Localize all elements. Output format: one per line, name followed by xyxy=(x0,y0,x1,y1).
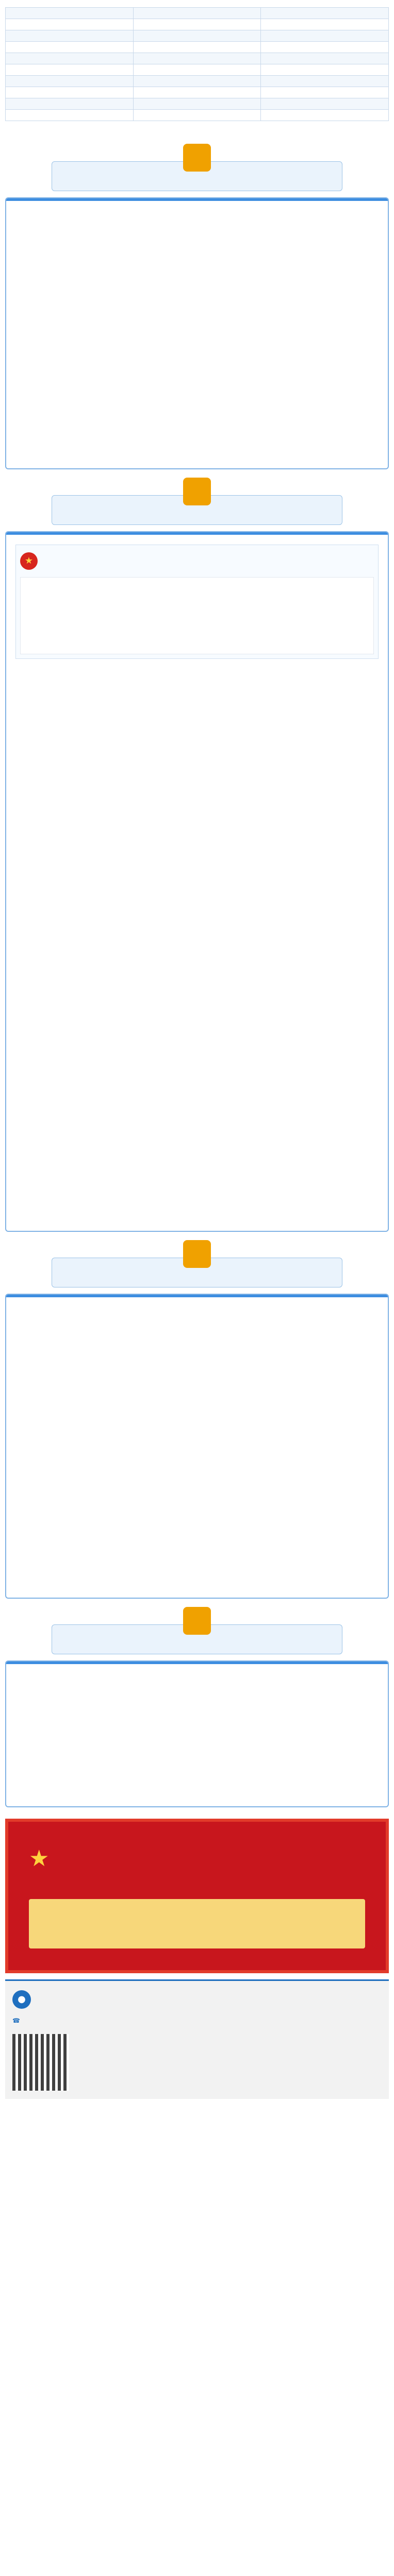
table-cell xyxy=(6,110,134,121)
list-item xyxy=(15,1503,379,1529)
paragraph xyxy=(15,1672,379,1710)
table-cell xyxy=(6,64,134,76)
subsection-heading xyxy=(15,808,379,821)
table-cell xyxy=(133,30,261,42)
table-row xyxy=(6,76,389,87)
tax-bureau-banner xyxy=(15,545,379,659)
table-cell xyxy=(133,76,261,87)
table-cell xyxy=(133,87,261,98)
list-item xyxy=(15,1390,379,1415)
section-3-card xyxy=(5,1294,389,1599)
banner-logo-row xyxy=(20,549,374,573)
table-cell xyxy=(133,42,261,53)
list-item xyxy=(15,1333,379,1359)
section-3-number xyxy=(183,1240,211,1268)
section-4-card xyxy=(5,1660,389,1807)
table-row xyxy=(6,87,389,98)
list-item xyxy=(15,928,379,954)
table-row xyxy=(6,53,389,64)
list-item xyxy=(15,1061,379,1086)
party-emblem-icon: ★ xyxy=(29,1845,50,1872)
section-1-number xyxy=(183,144,211,172)
table-cell xyxy=(133,53,261,64)
section-1-card xyxy=(5,197,389,469)
list-item xyxy=(15,1532,379,1557)
table-cell xyxy=(261,42,389,53)
list-item xyxy=(15,1032,379,1058)
firm-logo-icon: ● xyxy=(12,1990,31,2009)
alert-block xyxy=(15,666,379,697)
table-cell xyxy=(6,98,134,110)
list-item xyxy=(15,777,379,802)
table-cell xyxy=(261,76,389,87)
section-3-header xyxy=(5,1240,389,1290)
alert-line xyxy=(15,682,379,697)
list-item xyxy=(15,824,379,850)
subsection-heading xyxy=(15,704,379,717)
qr-code-image[interactable] xyxy=(12,2034,69,2091)
table-cell xyxy=(261,30,389,42)
list-item xyxy=(15,1193,379,1218)
tax-emblem-icon: ★ xyxy=(20,552,38,570)
table-cell xyxy=(133,64,261,76)
table-cell xyxy=(6,19,134,30)
phone-icon: ☎ xyxy=(12,2017,20,2024)
list-item xyxy=(15,1137,379,1162)
list-item xyxy=(15,749,379,774)
list-item xyxy=(15,1560,379,1585)
table-cell xyxy=(6,76,134,87)
section-4-header xyxy=(5,1607,389,1656)
list-item xyxy=(15,1362,379,1387)
table-cell xyxy=(133,19,261,30)
table-cell xyxy=(261,87,389,98)
table-row xyxy=(6,42,389,53)
qr-block xyxy=(12,2034,382,2091)
policy-poster xyxy=(5,1819,389,1973)
table-cell xyxy=(6,87,134,98)
table-cell xyxy=(6,8,134,19)
list-item xyxy=(15,985,379,1010)
table-cell xyxy=(6,53,134,64)
table-note xyxy=(5,126,389,135)
subsection-heading xyxy=(15,1121,379,1133)
table-cell xyxy=(261,98,389,110)
list-item xyxy=(15,1475,379,1500)
section-2-header xyxy=(5,478,389,527)
list-item xyxy=(15,1418,379,1444)
paragraph xyxy=(15,1714,379,1752)
table-cell xyxy=(261,19,389,30)
table-cell xyxy=(133,8,261,19)
paragraph xyxy=(15,417,379,456)
table-cell xyxy=(261,53,389,64)
list-item xyxy=(15,1165,379,1190)
table-cell xyxy=(261,110,389,121)
table-row xyxy=(6,30,389,42)
footer-brand xyxy=(12,1989,382,2010)
list-item xyxy=(15,853,379,878)
table-cell xyxy=(261,8,389,19)
list-item xyxy=(15,720,379,745)
section-4-number xyxy=(183,1607,211,1635)
contact-footer xyxy=(5,1979,389,2099)
contact-line xyxy=(12,2015,382,2027)
paragraph xyxy=(15,376,379,414)
paragraph xyxy=(15,250,379,289)
table-row xyxy=(6,19,389,30)
poster-values-band xyxy=(29,1899,365,1948)
top-data-table xyxy=(5,7,389,121)
list-item xyxy=(15,1447,379,1472)
list-item xyxy=(15,1305,379,1330)
table-row xyxy=(6,8,389,19)
table-cell xyxy=(6,42,134,53)
paragraph xyxy=(15,334,379,372)
subsection-heading xyxy=(15,1016,379,1029)
table-cell xyxy=(6,30,134,42)
list-item xyxy=(15,881,379,906)
list-item xyxy=(15,1089,379,1114)
list-item xyxy=(15,957,379,982)
table-cell xyxy=(133,110,261,121)
paragraph xyxy=(15,1755,379,1794)
notice-document-image xyxy=(20,577,374,654)
section-1-header xyxy=(5,144,389,193)
table-row xyxy=(6,64,389,76)
subsection-heading xyxy=(15,912,379,925)
paragraph xyxy=(15,292,379,331)
table-cell xyxy=(261,64,389,76)
table-row xyxy=(6,110,389,121)
table-cell xyxy=(133,98,261,110)
section-2-number xyxy=(183,478,211,505)
section-2-card xyxy=(5,531,389,1232)
table-row xyxy=(6,98,389,110)
alert-line xyxy=(15,666,379,682)
paragraph xyxy=(15,209,379,247)
